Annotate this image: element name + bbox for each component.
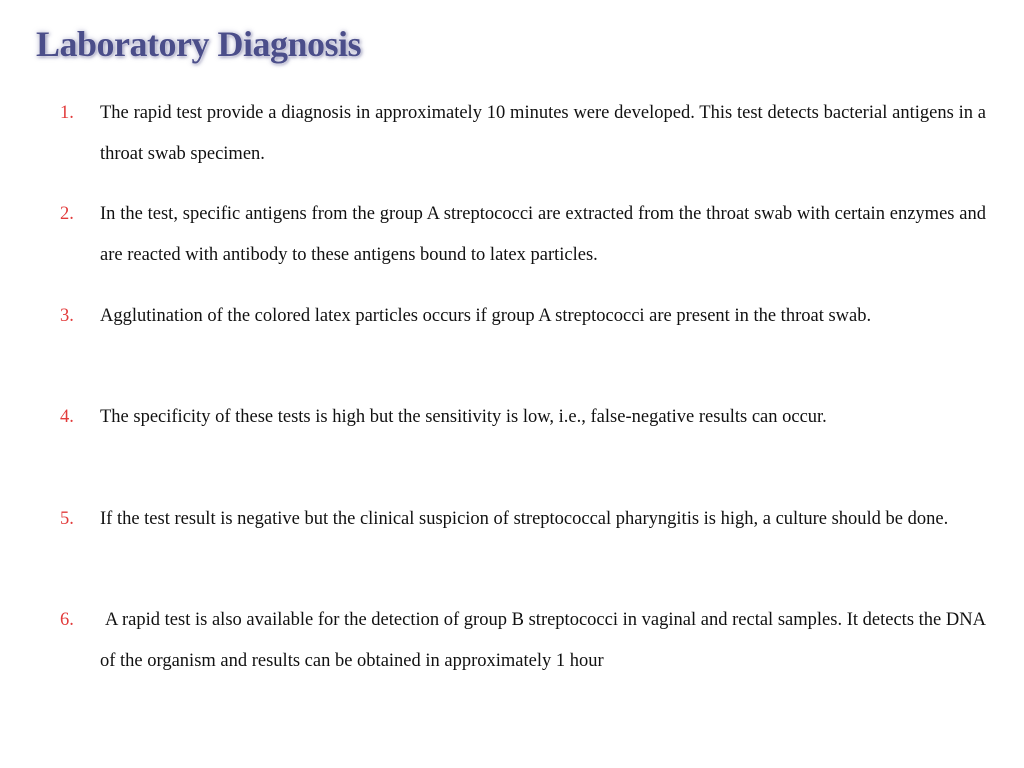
list-item-number: 6.: [60, 610, 74, 630]
list-item-text: Agglutination of the colored latex particles occurs if group A streptococci are present in the throat swab.: [100, 306, 872, 326]
list-item-number: 1.: [60, 103, 74, 123]
page-title: Laboratory Diagnosis: [36, 24, 362, 64]
list-item-number: 4.: [60, 407, 74, 427]
list-item-text: A rapid test is also available for the detection of group B streptococci in vaginal and rectal samples. It detects the DNA of the organism and results can be obtained in approximately 1 hour: [100, 610, 986, 671]
list-item-number: 5.: [60, 509, 74, 529]
list-item-number: 2.: [60, 204, 74, 224]
list-item-number: 3.: [60, 306, 74, 326]
list-item-text: The specificity of these tests is high but the sensitivity is low, i.e., false-negative results can occur.: [100, 407, 827, 427]
list-item-text: In the test, specific antigens from the group A streptococci are extracted from the throat swab with certain enzymes and are reacted with antibody to these antigens bound to latex particles.: [100, 204, 986, 265]
list-item-text: If the test result is negative but the clinical suspicion of streptococcal pharyngitis is high, a culture should be done.: [100, 509, 949, 529]
list-item-text: The rapid test provide a diagnosis in approximately 10 minutes were developed. This test detects bacterial antigens in a throat swab specimen.: [100, 103, 986, 164]
